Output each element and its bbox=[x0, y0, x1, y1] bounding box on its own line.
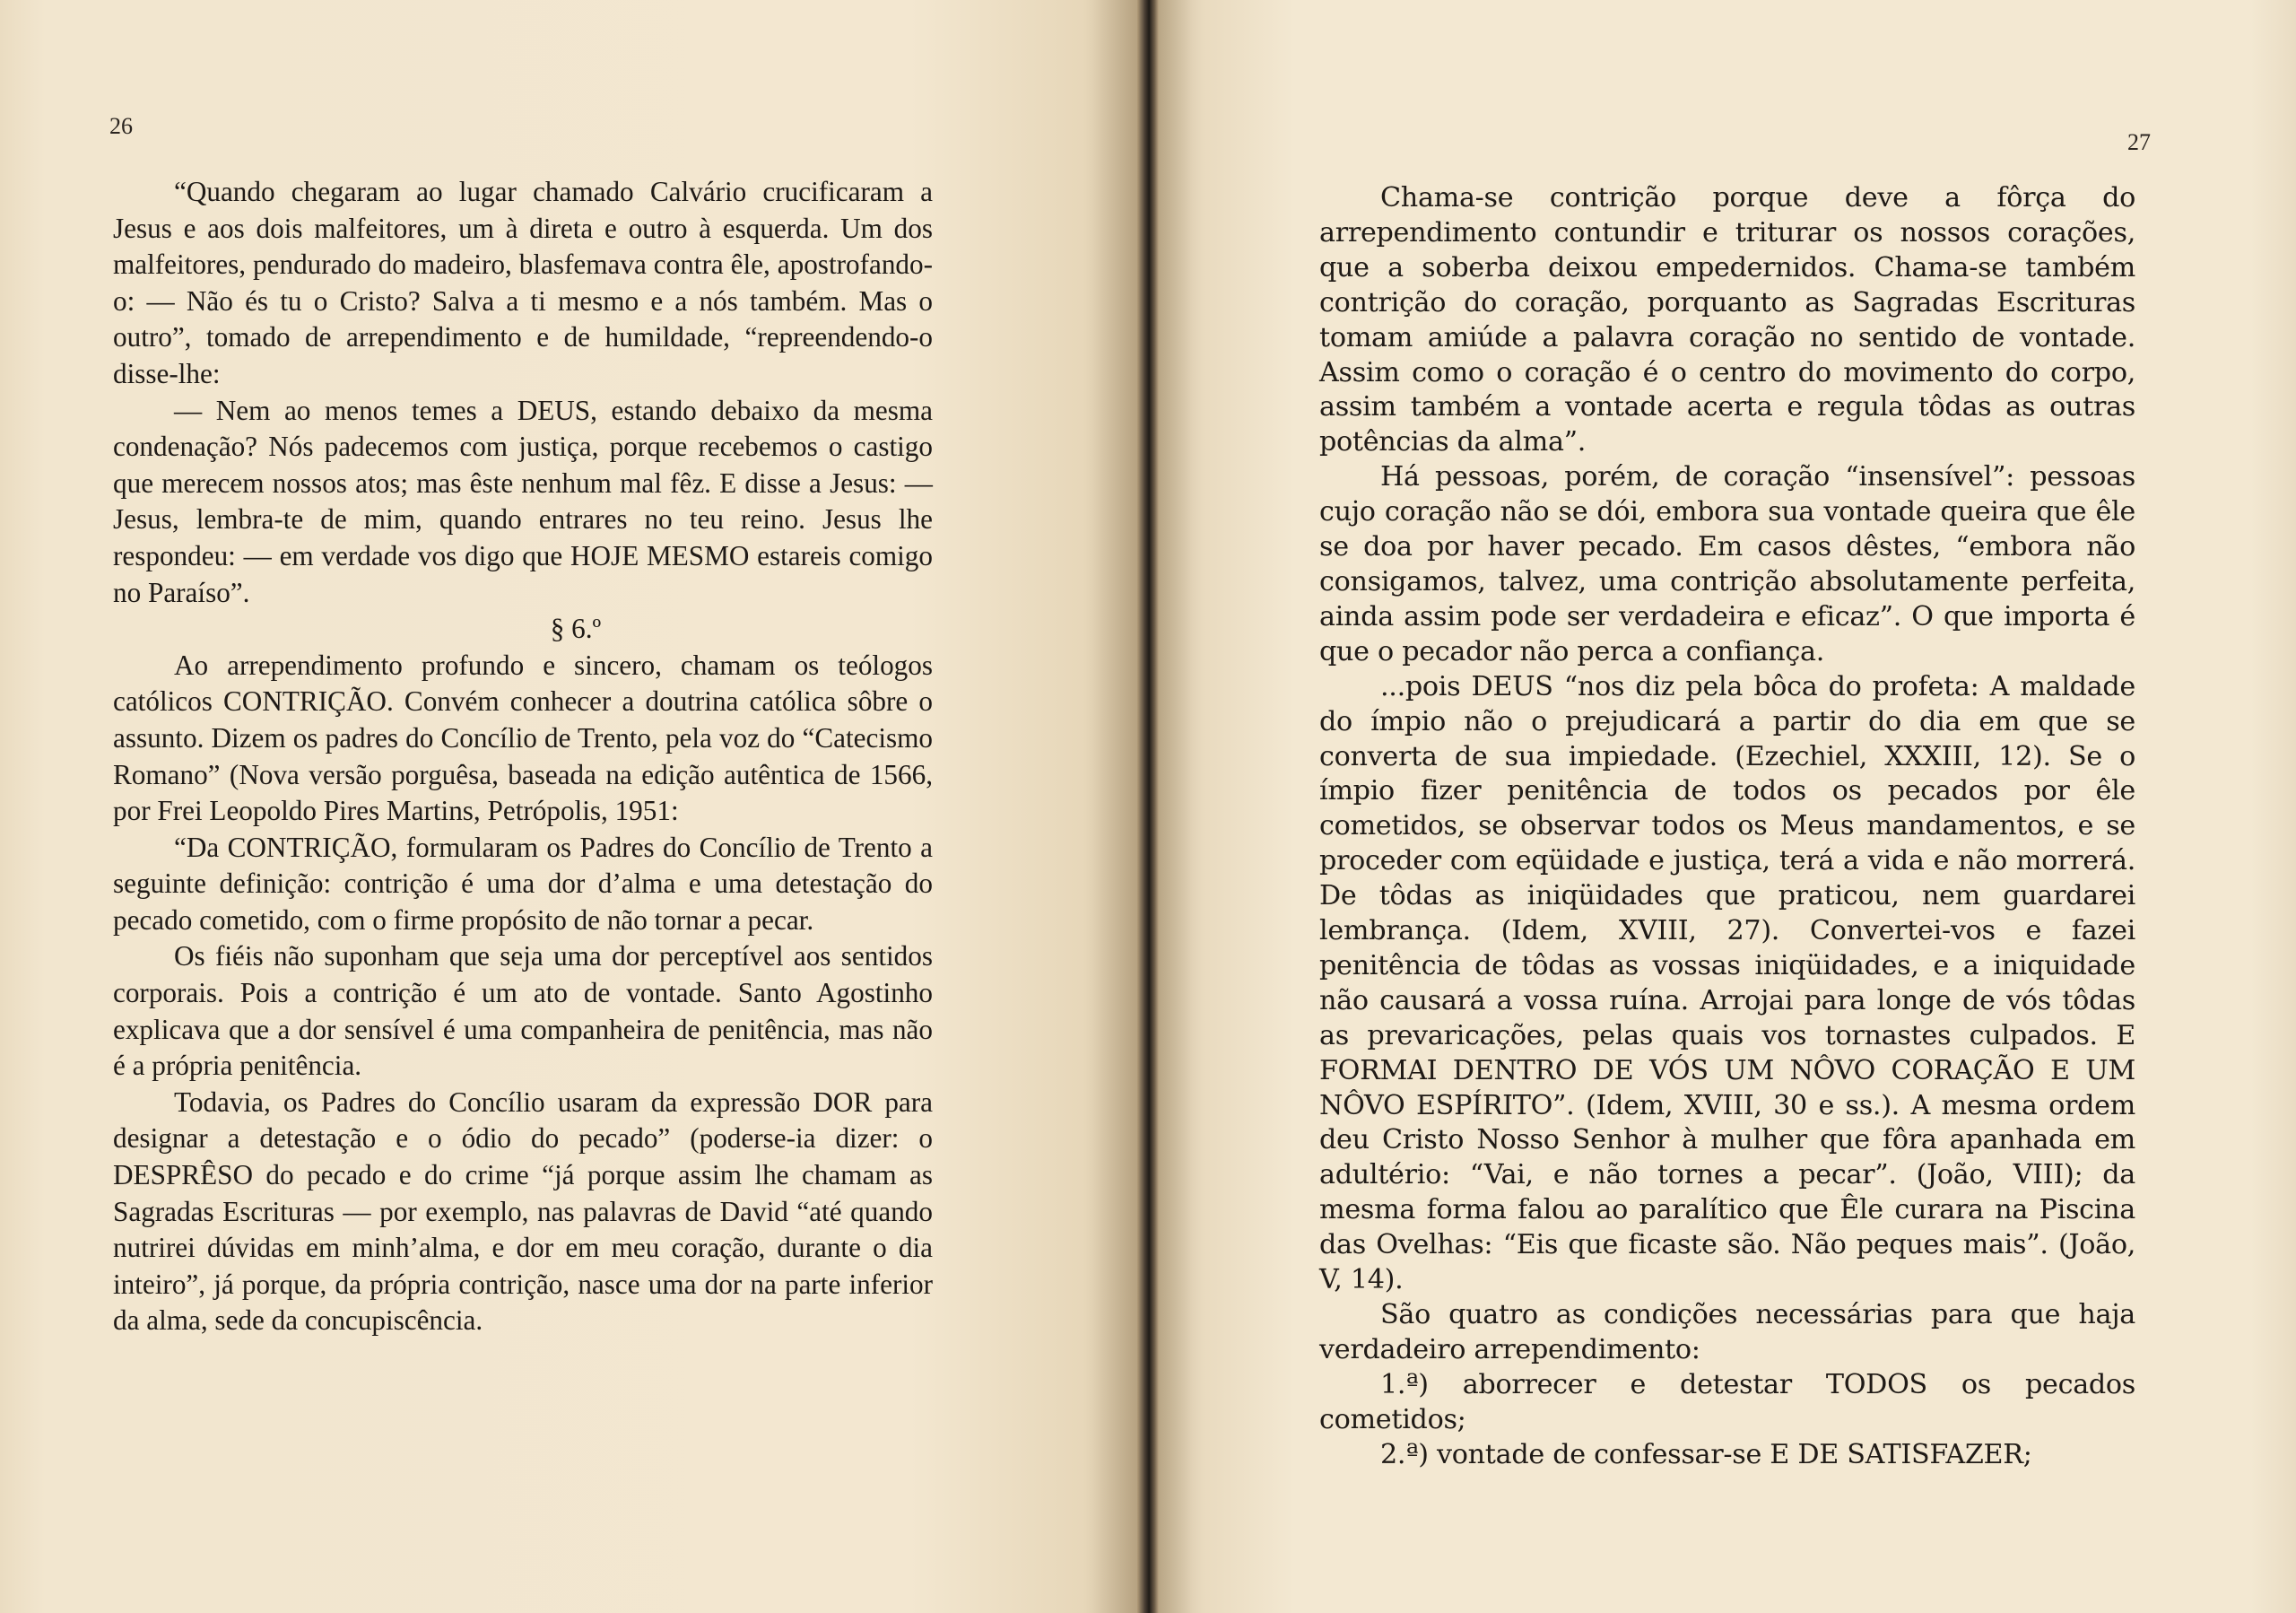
right-page bbox=[1159, 0, 2296, 1613]
page-shadow bbox=[1083, 0, 1137, 1613]
right-page-body bbox=[1319, 181, 2135, 1473]
page-number: 26 bbox=[109, 113, 133, 139]
page-number: 27 bbox=[2127, 129, 2151, 155]
paragraph: “Quando chegaram ao lugar chamado Calvário crucificaram a Jesus e aos dois malfeitores, um à direta e outro à esquerda. Um dos malfeitores, pendurado do madeiro, blasfemava contra êle, apostrofando-o: — Não és tu o Cristo? Salva a ti mesmo e a nós também. Mas o outro”, tomado de arrependimento e de humildade, “repreendendo-o disse-lhe: bbox=[113, 176, 933, 389]
page-shadow bbox=[1159, 0, 1204, 1613]
paragraph: “Da CONTRIÇÃO, formularam os Padres do Concílio de Trento a seguinte definição: contrição é uma dor d’alma e uma detestação do pecado cometido, com o firme propósito de não tornar a pecar. bbox=[113, 831, 933, 936]
paragraph: Há pessoas, porém, de coração “insensível”: pessoas cujo coração não se dói, embora sua vontade queira que êle se doa por haver pecado. Em casos dêstes, “embora não consigamos, talvez, uma contrição absolutamente perfeita, ainda assim pode ser verdadeira e eficaz”. O que importa é que o pecador não perca a confiança. bbox=[1319, 461, 2135, 667]
paragraph: — Nem ao menos temes a DEUS, estando debaixo da mesma condenação? Nós padecemos com justiça, porque recebemos o castigo que merecem nossos atos; mas êste nenhum mal fêz. E disse a Jesus: — Jesus, lembra-te de mim, quando entrares no teu reino. Jesus lhe respondeu: — em verdade vos digo que HOJE MESMO estareis comigo no Paraíso”. bbox=[113, 394, 933, 608]
list-item: 1.ª) aborrecer e detestar TODOS os pecados cometidos; bbox=[1319, 1368, 2135, 1435]
paragraph: ...pois DEUS “nos diz pela bôca do profeta: A maldade do ímpio não o prejudicará a partir do dia em que se converta de sua impiedade. (Ezechiel, XXXIII, 12). Se o ímpio fizer penitência de todos os pecados por êle cometidos, se observar todos os Meus mandamentos, e se proceder com eqüidade e justiça, terá a vida e não morrerá. De tôdas as iniqüidades que praticou, nem guardarei lembrança. (Idem, XVIII, 27). Convertei-vos e fazei penitência de tôdas as vossas iniqüidades, e a iniquidade não causará a vossa ruína. Arrojai para longe de vós tôdas as prevaricações, pelas quais vos tornastes culpados. E FORMAI DENTRO DE VÓS UM NÔVO CORAÇÃO E UM NÔVO ESPÍRITO”. (Idem, XVIII, 30 e ss.). A mesma ordem deu Cristo Nosso Senhor à mulher que fôra apanhada em adultério: “Vai, e não tornes a pecar”. (João, VIII); da mesma forma falou ao paralítico que Êle curara na Piscina das Ovelhas: “Eis que ficaste são. Não peques mais”. (João, V, 14). bbox=[1319, 670, 2135, 1296]
paragraph: Todavia, os Padres do Concílio usaram da expressão DOR para designar a detestação e o ódio do pecado” (poderse-ia dizer: o DESPRÊSO do pecado e do crime “já porque assim lhe chamam as Sagradas Escrituras — por exemplo, nas palavras de David “até quando nutrirei dúvidas em minh’alma, e dor em meu coração, durante o dia inteiro”, já porque, da própria contrição, nasce uma dor na parte inferior da alma, sede da concupiscência. bbox=[113, 1086, 933, 1337]
list-item: 2.ª) vontade de confessar-se E DE SATISFAZER; bbox=[1380, 1438, 2032, 1470]
paragraph: Os fiéis não suponham que seja uma dor perceptível aos sentidos corporais. Pois a contrição é um ato de vontade. Santo Agostinho explicava que a dor sensível é uma companheira de penitência, mas não é a própria penitência. bbox=[113, 940, 933, 1082]
book-gutter bbox=[1137, 0, 1159, 1613]
section-heading: § 6.º bbox=[550, 613, 602, 645]
left-page-body bbox=[113, 174, 933, 1339]
paragraph: São quatro as condições necessárias para que haja verdadeiro arrependimento: bbox=[1319, 1299, 2135, 1365]
left-page bbox=[0, 0, 1137, 1613]
paragraph: Chama-se contrição porque deve a fôrça do arrependimento contundir e triturar os nossos corações, que a soberba deixou empedernidos. Chama-se também contrição do coração, porquanto as Sagradas Escrituras tomam amiúde a palavra coração no sentido de vontade. Assim como o coração é o centro do movimento do corpo, assim também a vontade acerta e regula tôdas as outras potências da alma”. bbox=[1319, 182, 2135, 458]
paragraph: Ao arrependimento profundo e sincero, chamam os teólogos católicos CONTRIÇÃO. Convém conhecer a doutrina católica sôbre o assunto. Dizem os padres do Concílio de Trento, pela voz do “Catecismo Romano” (Nova versão porguêsa, baseada na edição autêntica de 1566, por Frei Leopoldo Pires Martins, Petrópolis, 1951: bbox=[113, 649, 933, 827]
